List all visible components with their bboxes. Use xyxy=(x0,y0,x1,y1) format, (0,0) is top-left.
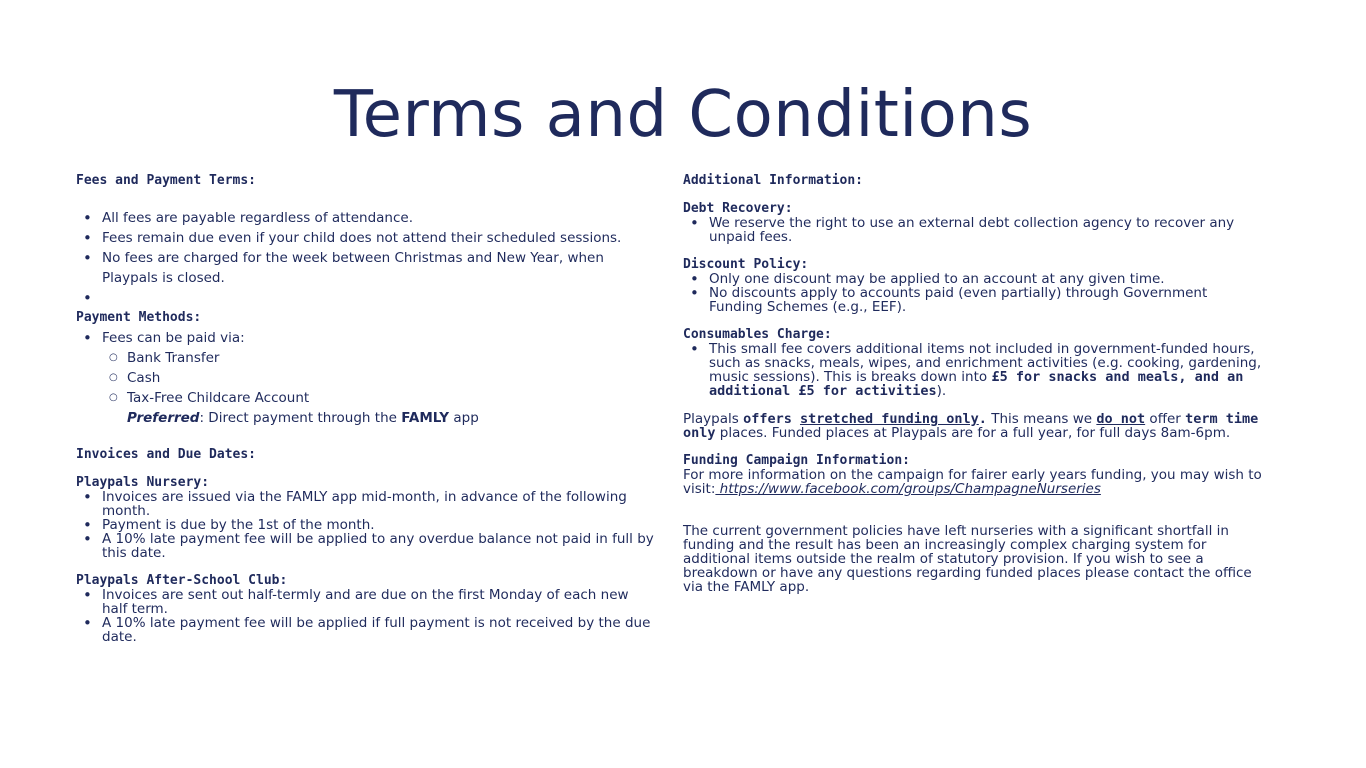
list-item: • Payment is due by the 1st of the month. xyxy=(76,518,656,532)
list-item: ○ Bank Transfer xyxy=(76,348,656,368)
list-item: • This small fee covers additional items not included in government-funded hours, such as snacks, meals, wipes, and enrichment activities (e.g. cooking, gardening, music sessions). This is breaks down into £5 for snacks and meals, and an additional £5 for activities). xyxy=(683,342,1263,398)
list-item: ○ Tax-Free Childcare Account xyxy=(76,388,656,408)
list-item: • No discounts apply to accounts paid (even partially) through Government Funding Schemes (e.g., EEF). xyxy=(683,286,1263,314)
additional-heading: Additional Information: xyxy=(683,173,864,188)
preferred-label: Preferred xyxy=(127,410,200,426)
famly-app-name: FAMLY xyxy=(401,410,450,426)
policy-paragraph: The current government policies have left nurseries with a significant shortfall in funding and the result has been an increasingly complex charging system for additional items outside the realm of statutory provision. If you wish to see a breakdown or have any questions regarding funded places please contact the office via the FAMLY app. xyxy=(683,523,1252,595)
list-item: • No fees are charged for the week between Christmas and New Year, when Playpals is closed. xyxy=(76,248,656,288)
stretched-funding-paragraph: Playpals offers stretched funding only. This means we do not offer term time only places. Funded places at Playpals are for a full year, for full days 8am-6pm. xyxy=(683,411,1259,441)
nursery-list xyxy=(76,490,656,560)
list-item: • Fees can be paid via: xyxy=(76,328,656,348)
list-item: • We reserve the right to use an external debt collection agency to recover any unpaid fees. xyxy=(683,216,1263,244)
debt-list xyxy=(683,216,1263,244)
methods-heading: Payment Methods: xyxy=(76,310,202,325)
invoices-heading: Invoices and Due Dates: xyxy=(76,447,257,462)
asc-heading: Playpals After-School Club: xyxy=(76,573,288,588)
preferred-line: Preferred: Direct payment through the FAMLY app xyxy=(127,410,479,426)
list-item: • A 10% late payment fee will be applied to any overdue balance not paid in full by this date. xyxy=(76,532,656,560)
list-item: ○ Cash xyxy=(76,368,656,388)
discount-list xyxy=(683,272,1263,314)
campaign-heading: Funding Campaign Information: xyxy=(683,453,910,468)
fees-list xyxy=(76,208,656,308)
list-item: • All fees are payable regardless of attendance. xyxy=(76,208,656,228)
methods-list xyxy=(76,328,656,428)
list-item: • Fees remain due even if your child does not attend their scheduled sessions. xyxy=(76,228,656,248)
list-item xyxy=(76,288,656,308)
list-item: • Invoices are issued via the FAMLY app mid-month, in advance of the following month. xyxy=(76,490,656,518)
page-title: Terms and Conditions xyxy=(333,78,1033,152)
left-column xyxy=(76,174,656,644)
consumables-list xyxy=(683,342,1263,398)
right-column xyxy=(683,174,1263,594)
nursery-heading: Playpals Nursery: xyxy=(76,475,210,490)
campaign-link[interactable]: https://www.facebook.com/groups/ChampagneNurseries xyxy=(715,481,1101,497)
discount-heading: Discount Policy: xyxy=(683,257,809,272)
fees-heading: Fees and Payment Terms: xyxy=(76,173,257,188)
debt-heading: Debt Recovery: xyxy=(683,201,793,216)
campaign-paragraph: For more information on the campaign for fairer early years funding, you may wish to visit: https://www.facebook.com/groups/ChampagneNurseries xyxy=(683,467,1262,497)
list-item: • Only one discount may be applied to an account at any given time. xyxy=(683,272,1263,286)
list-item: • Invoices are sent out half-termly and are due on the first Monday of each new half term. xyxy=(76,588,656,616)
list-item: • A 10% late payment fee will be applied if full payment is not received by the due date. xyxy=(76,616,656,644)
asc-list xyxy=(76,588,656,644)
consumables-heading: Consumables Charge: xyxy=(683,327,832,342)
consumables-amounts: £5 for snacks and meals, and an additional £5 for activities xyxy=(709,369,1244,399)
